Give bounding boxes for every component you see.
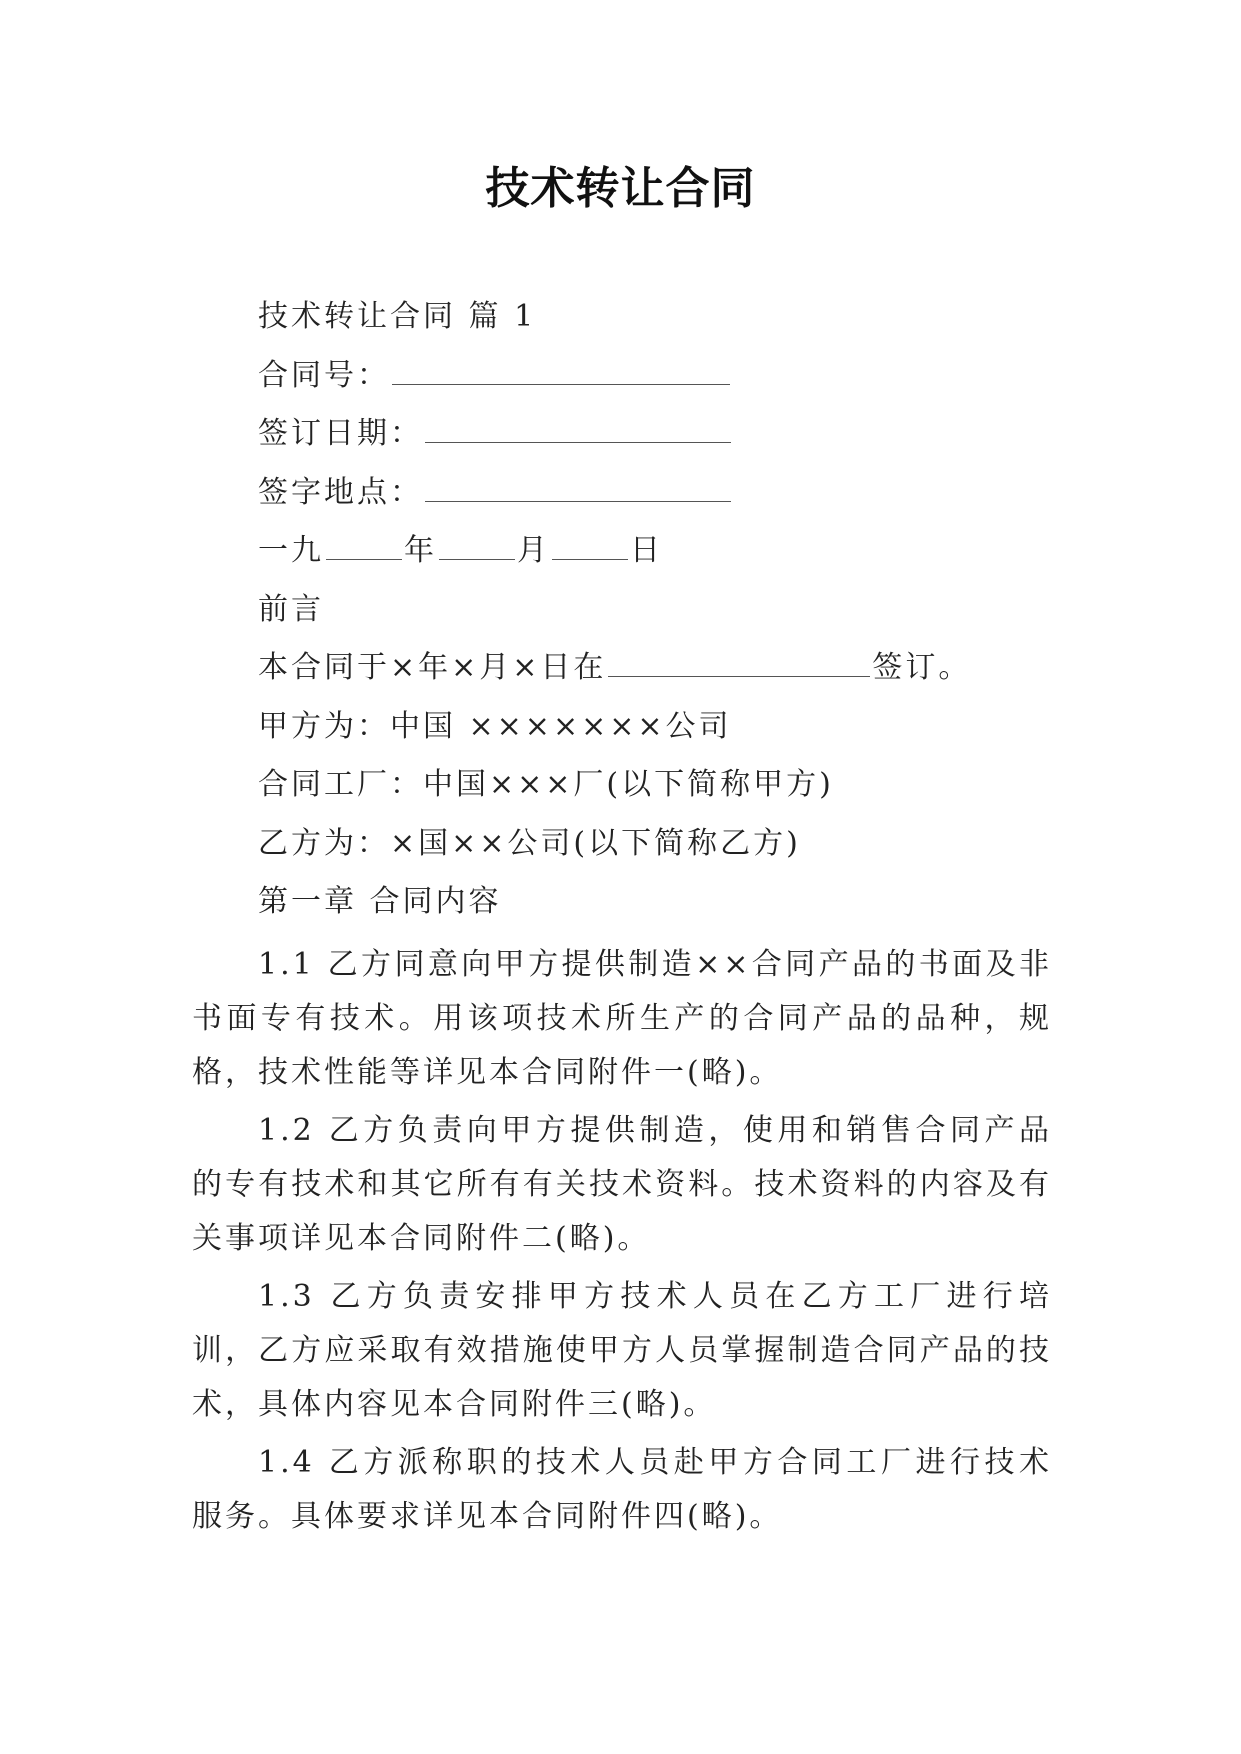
year-label: 年 xyxy=(404,533,437,568)
signed-at-blank xyxy=(608,650,870,677)
clause-1-3: 1.3 乙方负责安排甲方技术人员在乙方工厂进行培训，乙方应采取有效措施使甲方人员掌握制造合同产品的技术，具体内容见本合同附件三(略)。 xyxy=(192,1278,1052,1422)
signed-at-prefix: 本合同于×年×月×日在 xyxy=(258,650,607,685)
signed-at-line xyxy=(192,639,1052,698)
month-label: 月 xyxy=(517,533,550,568)
contract-number-blank xyxy=(392,358,730,385)
sign-place-line xyxy=(192,464,1052,523)
clause-1-1: 1.1 乙方同意向甲方提供制造××合同产品的书面及非书面专有技术。用该项技术所生产的合同产品的品种，规格，技术性能等详见本合同附件一(略)。 xyxy=(192,946,1052,1090)
clause-1-4: 1.4 乙方派称职的技术人员赴甲方合同工厂进行技术服务。具体要求详见本合同附件四(略)。 xyxy=(192,1444,1052,1534)
sign-date-line xyxy=(192,405,1052,464)
document-title: 技术转让合同 xyxy=(485,163,756,214)
preface-heading: 前言 xyxy=(258,591,324,627)
sign-place-blank xyxy=(425,475,731,502)
date-line xyxy=(192,522,1052,581)
signed-at-suffix: 签订。 xyxy=(872,650,972,685)
sign-date-blank xyxy=(425,416,731,443)
sign-place-label: 签字地点： xyxy=(258,474,423,510)
party-b-line: 乙方为：×国××公司(以下简称乙方) xyxy=(258,825,801,861)
chapter-heading: 第一章 合同内容 xyxy=(258,884,502,919)
contract-number-label: 合同号： xyxy=(258,357,390,393)
day-blank xyxy=(552,533,628,560)
month-blank xyxy=(439,533,515,560)
section-title: 技术转让合同 篇 1 xyxy=(258,299,537,334)
sign-date-label: 签订日期： xyxy=(258,416,423,451)
contract-number-line xyxy=(192,347,1052,406)
party-a-line: 甲方为：中国 ×××××××公司 xyxy=(258,708,732,744)
day-label: 日 xyxy=(630,533,663,568)
factory-line: 合同工厂：中国×××厂(以下简称甲方) xyxy=(258,767,834,802)
date-prefix: 一九 xyxy=(258,533,324,568)
clause-1-2: 1.2 乙方负责向甲方提供制造，使用和销售合同产品的专有技术和其它所有有关技术资料。技术资料的内容及有关事项详见本合同附件二(略)。 xyxy=(192,1112,1052,1256)
year-blank xyxy=(326,533,402,560)
document-body xyxy=(192,288,1052,1548)
